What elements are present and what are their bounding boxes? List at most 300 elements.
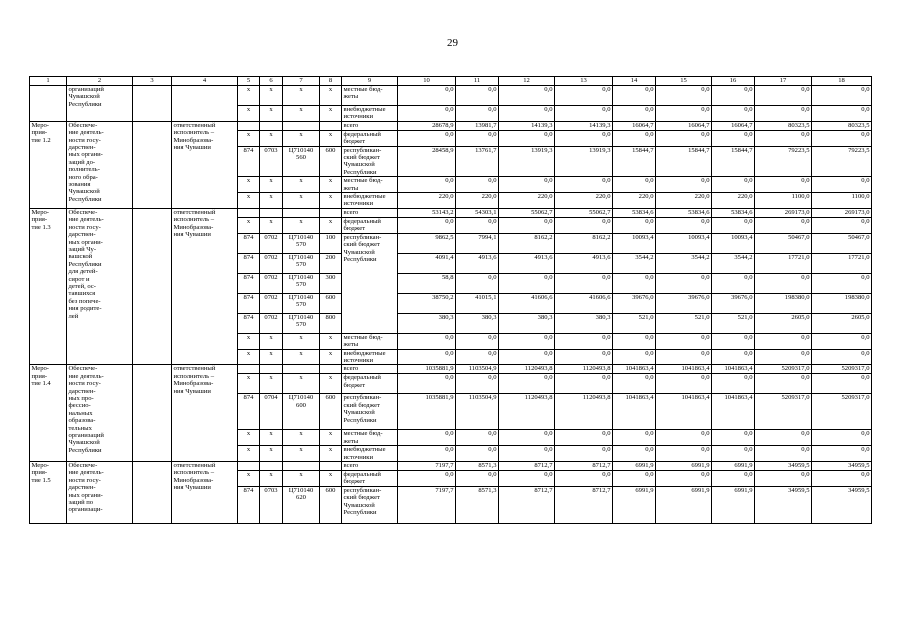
section-code: [260, 121, 283, 130]
funding-source: республикан- ский бюджет Чувашской Республики: [342, 486, 398, 523]
amount-cell: 15844,7: [656, 146, 712, 177]
amount-cell: 0,0: [555, 106, 613, 122]
amount-cell: 1041863,4: [712, 365, 755, 374]
amount-cell: 0,0: [812, 446, 872, 462]
amount-cell: 6991,9: [656, 486, 712, 523]
amount-cell: 41015,1: [456, 293, 499, 313]
amount-cell: 1100,0: [755, 193, 812, 209]
amount-cell: 521,0: [712, 313, 755, 333]
amount-cell: 0,0: [555, 446, 613, 462]
amount-cell: 0,0: [812, 374, 872, 394]
amount-cell: 8571,3: [456, 486, 499, 523]
section-code: [260, 208, 283, 217]
amount-cell: 0,0: [755, 106, 812, 122]
col-header: 8: [320, 77, 342, 86]
amount-cell: 0,0: [499, 177, 555, 193]
amount-cell: 0,0: [656, 430, 712, 446]
amount-cell: 0,0: [755, 470, 812, 486]
amount-cell: 13919,3: [555, 146, 613, 177]
section-code: 0702: [260, 313, 283, 333]
target-article-code: x: [283, 430, 320, 446]
executor-cell: ответственный исполнитель – Минобразова- ния Чувашии: [172, 365, 238, 462]
amount-cell: 13919,3: [499, 146, 555, 177]
amount-cell: 0,0: [712, 349, 755, 365]
amount-cell: 0,0: [398, 130, 456, 146]
page-number: 29: [447, 37, 458, 49]
expense-type-code: 200: [320, 253, 342, 273]
table-row: [30, 121, 872, 130]
expense-type-code: x: [320, 349, 342, 365]
amount-cell: 0,0: [613, 106, 656, 122]
amount-cell: 0,0: [812, 349, 872, 365]
amount-cell: 0,0: [398, 374, 456, 394]
target-article-code: x: [283, 86, 320, 106]
amount-cell: 0,0: [555, 430, 613, 446]
amount-cell: 0,0: [613, 470, 656, 486]
amount-cell: 269173,0: [812, 208, 872, 217]
amount-cell: 0,0: [712, 273, 755, 293]
amount-cell: 0,0: [499, 273, 555, 293]
amount-cell: 0,0: [555, 273, 613, 293]
expense-type-code: 100: [320, 233, 342, 253]
amount-cell: 0,0: [812, 130, 872, 146]
amount-cell: 0,0: [812, 106, 872, 122]
amount-cell: 39676,0: [712, 293, 755, 313]
expense-type-code: x: [320, 374, 342, 394]
amount-cell: 0,0: [456, 177, 499, 193]
amount-cell: 10093,4: [656, 233, 712, 253]
col-header: 2: [67, 77, 133, 86]
executor-cell: ответственный исполнитель – Минобразова- ния Чувашии: [172, 461, 238, 523]
grbs-code: 874: [238, 394, 260, 430]
section-code: [260, 365, 283, 374]
amount-cell: 0,0: [555, 349, 613, 365]
grbs-code: x: [238, 106, 260, 122]
funding-source: местные бюд- жеты: [342, 430, 398, 446]
amount-cell: 0,0: [656, 374, 712, 394]
amount-cell: 220,0: [499, 193, 555, 209]
amount-cell: 54303,1: [456, 208, 499, 217]
col-header: 13: [555, 77, 613, 86]
amount-cell: 0,0: [755, 333, 812, 349]
amount-cell: 3544,2: [712, 253, 755, 273]
grbs-code: [238, 208, 260, 217]
target-article-code: [283, 121, 320, 130]
executor-cell: ответственный исполнитель – Минобразова- ния Чувашии: [172, 208, 238, 364]
amount-cell: 0,0: [656, 177, 712, 193]
amount-cell: 13761,7: [456, 146, 499, 177]
amount-cell: 0,0: [555, 374, 613, 394]
amount-cell: 1041863,4: [613, 365, 656, 374]
amount-cell: 0,0: [656, 106, 712, 122]
amount-cell: 0,0: [613, 349, 656, 365]
amount-cell: 0,0: [555, 470, 613, 486]
amount-cell: 0,0: [456, 273, 499, 293]
section-code: 0704: [260, 394, 283, 430]
col-header: 1: [30, 77, 67, 86]
amount-cell: 0,0: [755, 130, 812, 146]
expense-type-code: 300: [320, 273, 342, 293]
amount-cell: 220,0: [456, 193, 499, 209]
amount-cell: 1100,0: [812, 193, 872, 209]
target-article-code: Ц710140 600: [283, 394, 320, 430]
section-code: 0702: [260, 253, 283, 273]
task-cell: [133, 86, 172, 122]
amount-cell: 16064,7: [656, 121, 712, 130]
col-header: 15: [656, 77, 712, 86]
amount-cell: 0,0: [555, 333, 613, 349]
amount-cell: 8712,7: [499, 486, 555, 523]
table-row: [30, 365, 872, 374]
amount-cell: 16064,7: [712, 121, 755, 130]
amount-cell: 0,0: [398, 217, 456, 233]
amount-cell: 0,0: [499, 130, 555, 146]
activity-name: Обеспече- ние деятель- ности госу- дарствен- ных про- фессио- нальных образова- тельных организаций Чувашской Республики: [67, 365, 133, 462]
amount-cell: 0,0: [398, 86, 456, 106]
funding-source: федеральный бюджет: [342, 130, 398, 146]
amount-cell: 34959,5: [755, 486, 812, 523]
expense-type-code: x: [320, 86, 342, 106]
target-article-code: Ц710140 620: [283, 486, 320, 523]
amount-cell: 0,0: [613, 446, 656, 462]
amount-cell: 38750,2: [398, 293, 456, 313]
amount-cell: 0,0: [712, 374, 755, 394]
amount-cell: 5209317,0: [812, 365, 872, 374]
grbs-code: x: [238, 374, 260, 394]
amount-cell: 0,0: [456, 106, 499, 122]
task-cell: [133, 208, 172, 364]
expense-type-code: 600: [320, 486, 342, 523]
amount-cell: 0,0: [555, 86, 613, 106]
amount-cell: 0,0: [755, 177, 812, 193]
amount-cell: 8162,2: [499, 233, 555, 253]
expense-type-code: [320, 208, 342, 217]
grbs-code: 874: [238, 273, 260, 293]
amount-cell: 13981,7: [456, 121, 499, 130]
amount-cell: 0,0: [755, 446, 812, 462]
amount-cell: 16064,7: [613, 121, 656, 130]
amount-cell: 0,0: [456, 430, 499, 446]
amount-cell: 53143,2: [398, 208, 456, 217]
amount-cell: 0,0: [755, 273, 812, 293]
amount-cell: 0,0: [456, 86, 499, 106]
amount-cell: 0,0: [613, 130, 656, 146]
amount-cell: 1120493,8: [499, 365, 555, 374]
col-header: 10: [398, 77, 456, 86]
amount-cell: 17721,0: [755, 253, 812, 273]
section-code: x: [260, 446, 283, 462]
amount-cell: 0,0: [555, 130, 613, 146]
task-cell: [133, 121, 172, 208]
amount-cell: 7994,1: [456, 233, 499, 253]
expense-type-code: x: [320, 177, 342, 193]
grbs-code: 874: [238, 233, 260, 253]
amount-cell: 1041863,4: [656, 365, 712, 374]
amount-cell: 0,0: [613, 217, 656, 233]
section-code: x: [260, 177, 283, 193]
amount-cell: 0,0: [613, 177, 656, 193]
amount-cell: 53834,6: [712, 208, 755, 217]
grbs-code: x: [238, 130, 260, 146]
target-article-code: [283, 461, 320, 470]
activity-label: Меро- прия- тие 1.4: [30, 365, 67, 462]
amount-cell: 0,0: [712, 217, 755, 233]
amount-cell: 1103504,9: [456, 365, 499, 374]
amount-cell: 8712,7: [499, 461, 555, 470]
amount-cell: 220,0: [656, 193, 712, 209]
grbs-code: 874: [238, 486, 260, 523]
expense-type-code: x: [320, 106, 342, 122]
expense-type-code: x: [320, 333, 342, 349]
col-header: 6: [260, 77, 283, 86]
amount-cell: 0,0: [656, 130, 712, 146]
amount-cell: 80323,5: [755, 121, 812, 130]
activity-name: организаций Чувашской Республики: [67, 86, 133, 122]
section-code: 0703: [260, 146, 283, 177]
funding-source: внебюджетные источники: [342, 446, 398, 462]
amount-cell: 0,0: [456, 349, 499, 365]
executor-cell: ответственный исполнитель – Минобразова- ния Чувашии: [172, 121, 238, 208]
funding-source: местные бюд- жеты: [342, 177, 398, 193]
amount-cell: 79223,5: [755, 146, 812, 177]
amount-cell: 8712,7: [555, 461, 613, 470]
amount-cell: 0,0: [755, 217, 812, 233]
amount-cell: 0,0: [755, 86, 812, 106]
expense-type-code: [320, 121, 342, 130]
col-header: 17: [755, 77, 812, 86]
grbs-code: [238, 365, 260, 374]
section-code: x: [260, 130, 283, 146]
funding-source: всего: [342, 365, 398, 374]
col-header: 9: [342, 77, 398, 86]
amount-cell: 0,0: [755, 430, 812, 446]
expense-type-code: [320, 461, 342, 470]
amount-cell: 14139,3: [499, 121, 555, 130]
section-code: x: [260, 106, 283, 122]
table-row: [30, 461, 872, 470]
amount-cell: 0,0: [398, 470, 456, 486]
amount-cell: 0,0: [656, 333, 712, 349]
amount-cell: 34959,5: [812, 486, 872, 523]
amount-cell: 39676,0: [613, 293, 656, 313]
amount-cell: 41606,6: [555, 293, 613, 313]
amount-cell: 521,0: [656, 313, 712, 333]
funding-source: всего: [342, 461, 398, 470]
grbs-code: 874: [238, 253, 260, 273]
target-article-code: x: [283, 333, 320, 349]
activity-name: Обеспече- ние деятель- ности госу- дарствен- ных органи- заций до- полнитель- ного обра- зования Чувашской Республики: [67, 121, 133, 208]
amount-cell: 0,0: [456, 333, 499, 349]
target-article-code: [283, 208, 320, 217]
amount-cell: 4913,6: [555, 253, 613, 273]
amount-cell: 58,8: [398, 273, 456, 293]
target-article-code: Ц710140 570: [283, 273, 320, 293]
col-header: 16: [712, 77, 755, 86]
amount-cell: 5209317,0: [812, 394, 872, 430]
amount-cell: 0,0: [398, 333, 456, 349]
expense-type-code: x: [320, 130, 342, 146]
amount-cell: 0,0: [613, 430, 656, 446]
grbs-code: x: [238, 217, 260, 233]
amount-cell: 5209317,0: [755, 394, 812, 430]
amount-cell: 6991,9: [613, 486, 656, 523]
activity-label: Меро- прия- тие 1.2: [30, 121, 67, 208]
amount-cell: 14139,3: [555, 121, 613, 130]
section-code: 0702: [260, 273, 283, 293]
amount-cell: 7197,7: [398, 461, 456, 470]
amount-cell: 0,0: [499, 374, 555, 394]
funding-source: республикан- ский бюджет Чувашской Республики: [342, 146, 398, 177]
amount-cell: 0,0: [656, 349, 712, 365]
col-header: 3: [133, 77, 172, 86]
funding-source: федеральный бюджет: [342, 217, 398, 233]
target-article-code: x: [283, 193, 320, 209]
amount-cell: 9862,5: [398, 233, 456, 253]
grbs-code: x: [238, 470, 260, 486]
amount-cell: 0,0: [712, 106, 755, 122]
target-article-code: x: [283, 374, 320, 394]
expense-type-code: x: [320, 217, 342, 233]
amount-cell: 0,0: [712, 470, 755, 486]
grbs-code: x: [238, 349, 260, 365]
amount-cell: 4091,4: [398, 253, 456, 273]
amount-cell: 380,3: [555, 313, 613, 333]
amount-cell: 0,0: [499, 86, 555, 106]
amount-cell: 0,0: [398, 446, 456, 462]
funding-source: местные бюд- жеты: [342, 333, 398, 349]
amount-cell: 0,0: [755, 374, 812, 394]
amount-cell: 0,0: [712, 177, 755, 193]
amount-cell: 0,0: [398, 430, 456, 446]
grbs-code: 874: [238, 146, 260, 177]
funding-source: федеральный бюджет: [342, 470, 398, 486]
expense-type-code: x: [320, 446, 342, 462]
amount-cell: 0,0: [712, 130, 755, 146]
grbs-code: [238, 461, 260, 470]
table-row: [30, 208, 872, 217]
funding-source: республикан- ский бюджет Чувашской Республики: [342, 233, 398, 333]
amount-cell: 0,0: [656, 446, 712, 462]
target-article-code: x: [283, 470, 320, 486]
section-code: 0702: [260, 233, 283, 253]
grbs-code: x: [238, 177, 260, 193]
target-article-code: x: [283, 349, 320, 365]
expense-type-code: 600: [320, 394, 342, 430]
funding-source: федеральный бюджет: [342, 374, 398, 394]
amount-cell: 220,0: [398, 193, 456, 209]
funding-source: местные бюд- жеты: [342, 86, 398, 106]
amount-cell: 0,0: [456, 374, 499, 394]
amount-cell: 0,0: [712, 446, 755, 462]
task-cell: [133, 365, 172, 462]
amount-cell: 0,0: [613, 273, 656, 293]
amount-cell: 0,0: [456, 446, 499, 462]
grbs-code: x: [238, 86, 260, 106]
amount-cell: 380,3: [456, 313, 499, 333]
target-article-code: x: [283, 446, 320, 462]
section-code: x: [260, 333, 283, 349]
expense-type-code: x: [320, 430, 342, 446]
section-code: x: [260, 349, 283, 365]
amount-cell: 0,0: [398, 349, 456, 365]
funding-source: всего: [342, 208, 398, 217]
section-code: x: [260, 193, 283, 209]
activity-name: Обеспече- ние деятель- ности госу- дарствен- ных органи- заций по организаци-: [67, 461, 133, 523]
amount-cell: 6991,9: [656, 461, 712, 470]
funding-source: внебюджетные источники: [342, 193, 398, 209]
section-code: x: [260, 430, 283, 446]
target-article-code: Ц710140 570: [283, 313, 320, 333]
amount-cell: 0,0: [812, 177, 872, 193]
amount-cell: 380,3: [499, 313, 555, 333]
executor-cell: [172, 86, 238, 122]
funding-source: всего: [342, 121, 398, 130]
expense-type-code: x: [320, 193, 342, 209]
amount-cell: 198380,0: [755, 293, 812, 313]
amount-cell: 4913,6: [499, 253, 555, 273]
amount-cell: 7197,7: [398, 486, 456, 523]
amount-cell: 34959,5: [812, 461, 872, 470]
col-header: 7: [283, 77, 320, 86]
section-code: 0702: [260, 293, 283, 313]
amount-cell: 0,0: [755, 349, 812, 365]
col-header: 5: [238, 77, 260, 86]
section-code: x: [260, 217, 283, 233]
amount-cell: 0,0: [555, 217, 613, 233]
amount-cell: 3544,2: [613, 253, 656, 273]
col-header: 11: [456, 77, 499, 86]
amount-cell: 10093,4: [712, 233, 755, 253]
amount-cell: 6991,9: [712, 461, 755, 470]
section-code: x: [260, 374, 283, 394]
amount-cell: 0,0: [712, 86, 755, 106]
amount-cell: 0,0: [812, 430, 872, 446]
amount-cell: 80323,5: [812, 121, 872, 130]
grbs-code: [238, 121, 260, 130]
expense-type-code: 600: [320, 293, 342, 313]
amount-cell: 3544,2: [656, 253, 712, 273]
amount-cell: 0,0: [812, 217, 872, 233]
amount-cell: 0,0: [398, 106, 456, 122]
funding-source: внебюджетные источники: [342, 349, 398, 365]
grbs-code: 874: [238, 293, 260, 313]
expense-type-code: [320, 365, 342, 374]
amount-cell: 8162,2: [555, 233, 613, 253]
activity-label: Меро- прия- тие 1.5: [30, 461, 67, 523]
amount-cell: 269173,0: [755, 208, 812, 217]
amount-cell: 0,0: [712, 333, 755, 349]
amount-cell: 6991,9: [613, 461, 656, 470]
amount-cell: 0,0: [812, 333, 872, 349]
grbs-code: 874: [238, 313, 260, 333]
grbs-code: x: [238, 430, 260, 446]
amount-cell: 5209317,0: [755, 365, 812, 374]
expense-type-code: x: [320, 470, 342, 486]
expense-type-code: 800: [320, 313, 342, 333]
amount-cell: 1120493,8: [555, 394, 613, 430]
amount-cell: 2605,0: [812, 313, 872, 333]
amount-cell: 0,0: [499, 106, 555, 122]
activity-name: Обеспече- ние деятель- ности госу- дарствен- ных органи- заций Чу- вашской Республики для детей- сирот и детей, ос- тавшихся без попече- ния родите- лей: [67, 208, 133, 364]
target-article-code: Ц710140 560: [283, 146, 320, 177]
header-row: [30, 77, 872, 86]
activity-label: Меро- прия- тие 1.3: [30, 208, 67, 364]
amount-cell: 1035881,9: [398, 394, 456, 430]
funding-source: внебюджетные источники: [342, 106, 398, 122]
col-header: 4: [172, 77, 238, 86]
amount-cell: 2605,0: [755, 313, 812, 333]
amount-cell: 0,0: [456, 130, 499, 146]
